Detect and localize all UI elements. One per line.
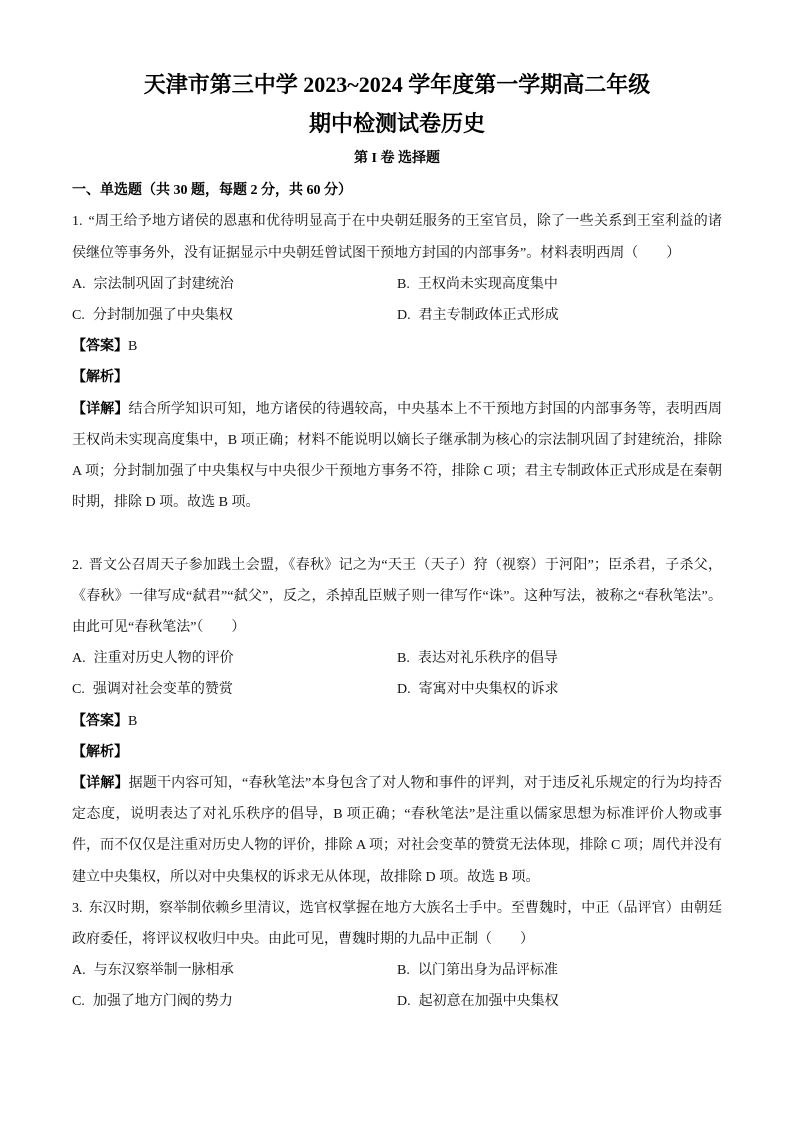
option-a: A. 注重对历史人物的评价 (72, 651, 234, 667)
exam-title-line1: 天津市第三中学 2023~2024 学年度第一学期高二年级 (143, 72, 651, 97)
option-c: C. 强调对社会变革的赞赏 (72, 682, 233, 698)
detail-text: 结合所学知识可知，地方诸侯的待遇较高，中央基本上不干预地方封国的内部事务等，表明西周王权尚未实现高度集中，B 项正确；材料不能说明以嫡长子继承制为核心的宗法制巩固了封建统治，排除 A 项；分封制加强了中央集权与中央很少干预地方事务不符，排除 C 项；君主专制政体正式形成是在秦朝时期，排除 D 项。故选 B 项。 (72, 401, 723, 511)
option-a: A. 宗法制巩固了封建统治 (72, 276, 234, 292)
detail-label: 【详解】 (72, 401, 129, 417)
question-number: 1. (72, 214, 83, 230)
part-heading: 第 I 卷 选择题 (354, 151, 440, 166)
question-text: 晋文公召周天子参加践土会盟，《春秋》记之为“天王（天子）狩（视察）于河阳”；臣杀君，子杀父，《春秋》一律写成“弑君”“弑父”，反之，杀掉乱臣贼子则一律写作“诛”。这种写法，被称之“春秋笔法”。由此可见“春秋笔法”（ ） (72, 557, 722, 635)
detail-paragraph (72, 768, 722, 893)
analysis-line (72, 737, 722, 768)
analysis-label: 【解析】 (72, 744, 128, 760)
question-3 (72, 893, 722, 1018)
section-heading: 一、单选题（共 30 题，每题 2 分，共 60 分） (72, 183, 352, 199)
question-2 (72, 550, 722, 893)
detail-label: 【详解】 (72, 775, 129, 791)
analysis-line (72, 362, 722, 393)
option-d: D. 君主专制政体正式形成 (397, 307, 559, 323)
detail-text: 据题干内容可知，“春秋笔法”本身包含了对人物和事件的评判，对于违反礼乐规定的行为均持否定态度，说明表达了对礼乐秩序的倡导，B 项正确；“春秋笔法”是注重以儒家思想为标准评价人物或事件，而不仅仅是注重对历史人物的评价，排除 A 项；对社会变革的赞赏无法体现，排除 C 项；周代并没有建立中央集权，所以对中央集权的诉求无从体现，故排除 D 项。故选 B 项。 (72, 775, 723, 885)
option-d: D. 起初意在加强中央集权 (397, 994, 559, 1010)
option-d: D. 寄寓对中央集权的诉求 (397, 682, 559, 698)
answer-line (72, 706, 722, 737)
option-c: C. 加强了地方门阀的势力 (72, 994, 233, 1010)
question-number: 2. (72, 557, 83, 573)
option-b: B. 王权尚未实现高度集中 (397, 276, 558, 292)
detail-paragraph (72, 394, 722, 519)
exam-title-line2: 期中检测试卷历史 (308, 111, 485, 136)
question-stem (72, 206, 722, 268)
question-number: 3. (72, 900, 83, 916)
option-b: B. 以门第出身为品评标准 (397, 963, 558, 979)
answer-value: B (128, 339, 138, 355)
options-grid (72, 955, 722, 1017)
question-stem (72, 893, 722, 955)
question-text: 东汉时期，察举制依赖乡里清议，选官权掌握在地方大族名士手中。至曹魏时，中正（品评官）由朝廷政府委任，将评议权收归中央。由此可见，曹魏时期的九品中正制（ ） (72, 900, 722, 947)
analysis-label: 【解析】 (72, 370, 128, 386)
answer-line (72, 331, 722, 362)
answer-label: 【答案】 (72, 713, 128, 729)
question-text: “周王给予地方诸侯的恩惠和优待明显高于在中央朝廷服务的王室官员，除了一些关系到王室利益的诸侯继位等事务外，没有证据显示中央朝廷曾试图干预地方封国的内部事务”。材料表明西周（ ） (72, 214, 722, 261)
answer-value: B (128, 713, 138, 729)
option-c: C. 分封制加强了中央集权 (72, 307, 233, 323)
option-a: A. 与东汉察举制一脉相承 (72, 963, 234, 979)
options-grid (72, 643, 722, 705)
option-b: B. 表达对礼乐秩序的倡导 (397, 651, 558, 667)
options-grid (72, 269, 722, 331)
answer-label: 【答案】 (72, 339, 128, 355)
question-stem (72, 550, 722, 644)
question-1 (72, 206, 722, 518)
